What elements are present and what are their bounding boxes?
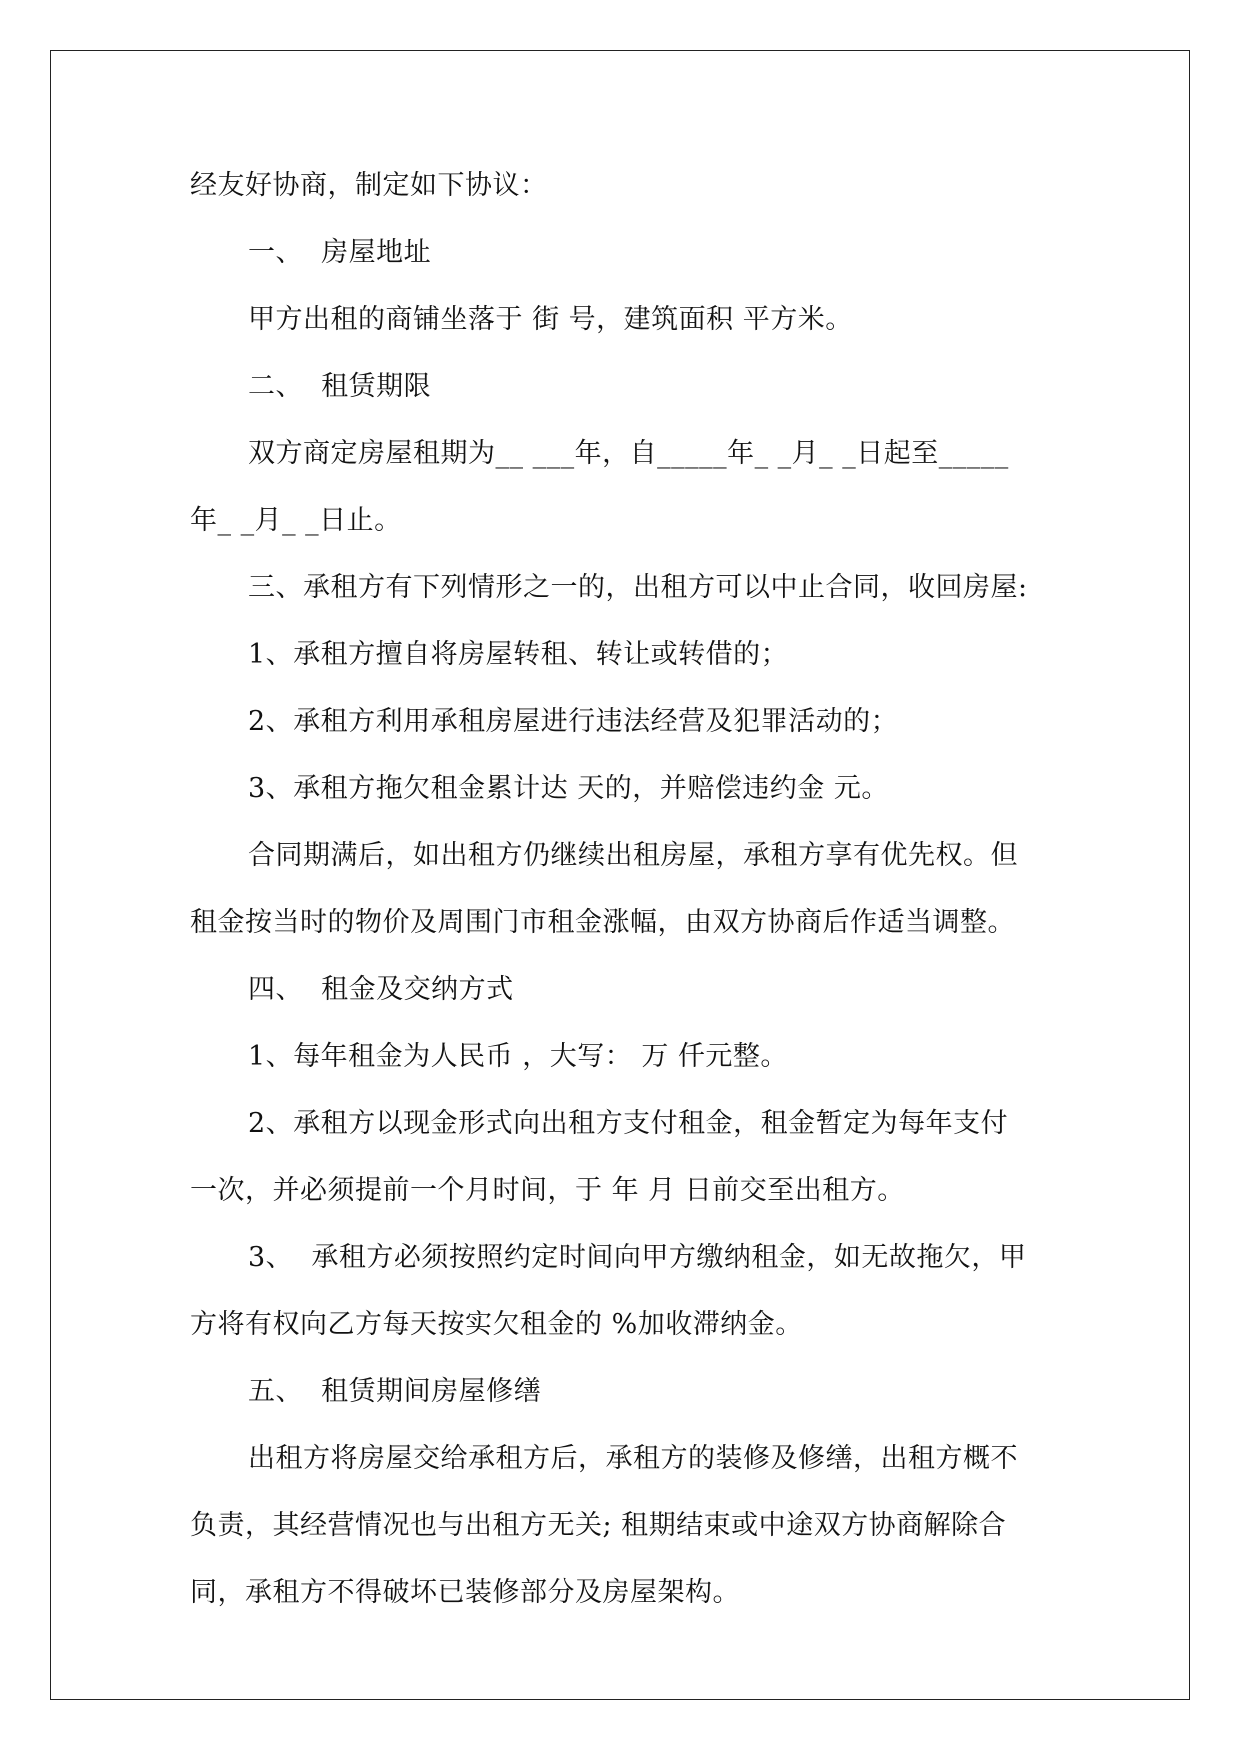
paragraph-line: 方将有权向乙方每天按实欠租金的 %加收滞纳金。 bbox=[190, 1309, 803, 1340]
paragraph-line: 租金按当时的物价及周围门市租金涨幅，由双方协商后作适当调整。 bbox=[190, 907, 1015, 938]
list-item: 2、承租方以现金形式向出租方支付租金，租金暂定为每年支付 bbox=[248, 1108, 1009, 1139]
paragraph-line: 一次，并必须提前一个月时间，于 年 月 日前交至出租方。 bbox=[190, 1175, 905, 1206]
section-2-heading: 二、 租赁期限 bbox=[248, 371, 432, 402]
paragraph-line: 同，承租方不得破坏已装修部分及房屋架构。 bbox=[190, 1577, 740, 1608]
section-4-heading: 四、 租金及交纳方式 bbox=[248, 974, 514, 1005]
section-5-heading: 五、 租赁期间房屋修缮 bbox=[248, 1376, 542, 1407]
paragraph-line: 出租方将房屋交给承租方后，承租方的装修及修缮，出租方概不 bbox=[248, 1443, 1018, 1474]
list-item: 3、 承租方必须按照约定时间向甲方缴纳租金，如无故拖欠，甲 bbox=[248, 1242, 1027, 1273]
paragraph-line: 负责，其经营情况也与出租方无关; 租期结束或中途双方协商解除合 bbox=[190, 1510, 1007, 1541]
list-item: 2、承租方利用承租房屋进行违法经营及犯罪活动的； bbox=[248, 706, 899, 737]
section-1-heading: 一、 房屋地址 bbox=[248, 237, 432, 268]
intro-line: 经友好协商，制定如下协议： bbox=[190, 170, 548, 201]
paragraph-line: 甲方出租的商铺坐落于 街 号，建筑面积 平方米。 bbox=[248, 304, 853, 335]
paragraph-line: 合同期满后，如出租方仍继续出租房屋，承租方享有优先权。但 bbox=[248, 840, 1018, 871]
list-item: 3、承租方拖欠租金累计达 天的，并赔偿违约金 元。 bbox=[248, 773, 889, 804]
list-item: 1、每年租金为人民币 ，大写： 万 仟元整。 bbox=[248, 1041, 788, 1072]
section-3-heading: 三、承租方有下列情形之一的，出租方可以中止合同，收回房屋: bbox=[248, 572, 1028, 603]
paragraph-line: 年_ _月_ _日止。 bbox=[190, 505, 402, 536]
paragraph-line: 双方商定房屋租期为__ ___年，自_____年_ _月_ _日起至_____ bbox=[248, 438, 1009, 469]
list-item: 1、承租方擅自将房屋转租、转让或转借的； bbox=[248, 639, 789, 670]
